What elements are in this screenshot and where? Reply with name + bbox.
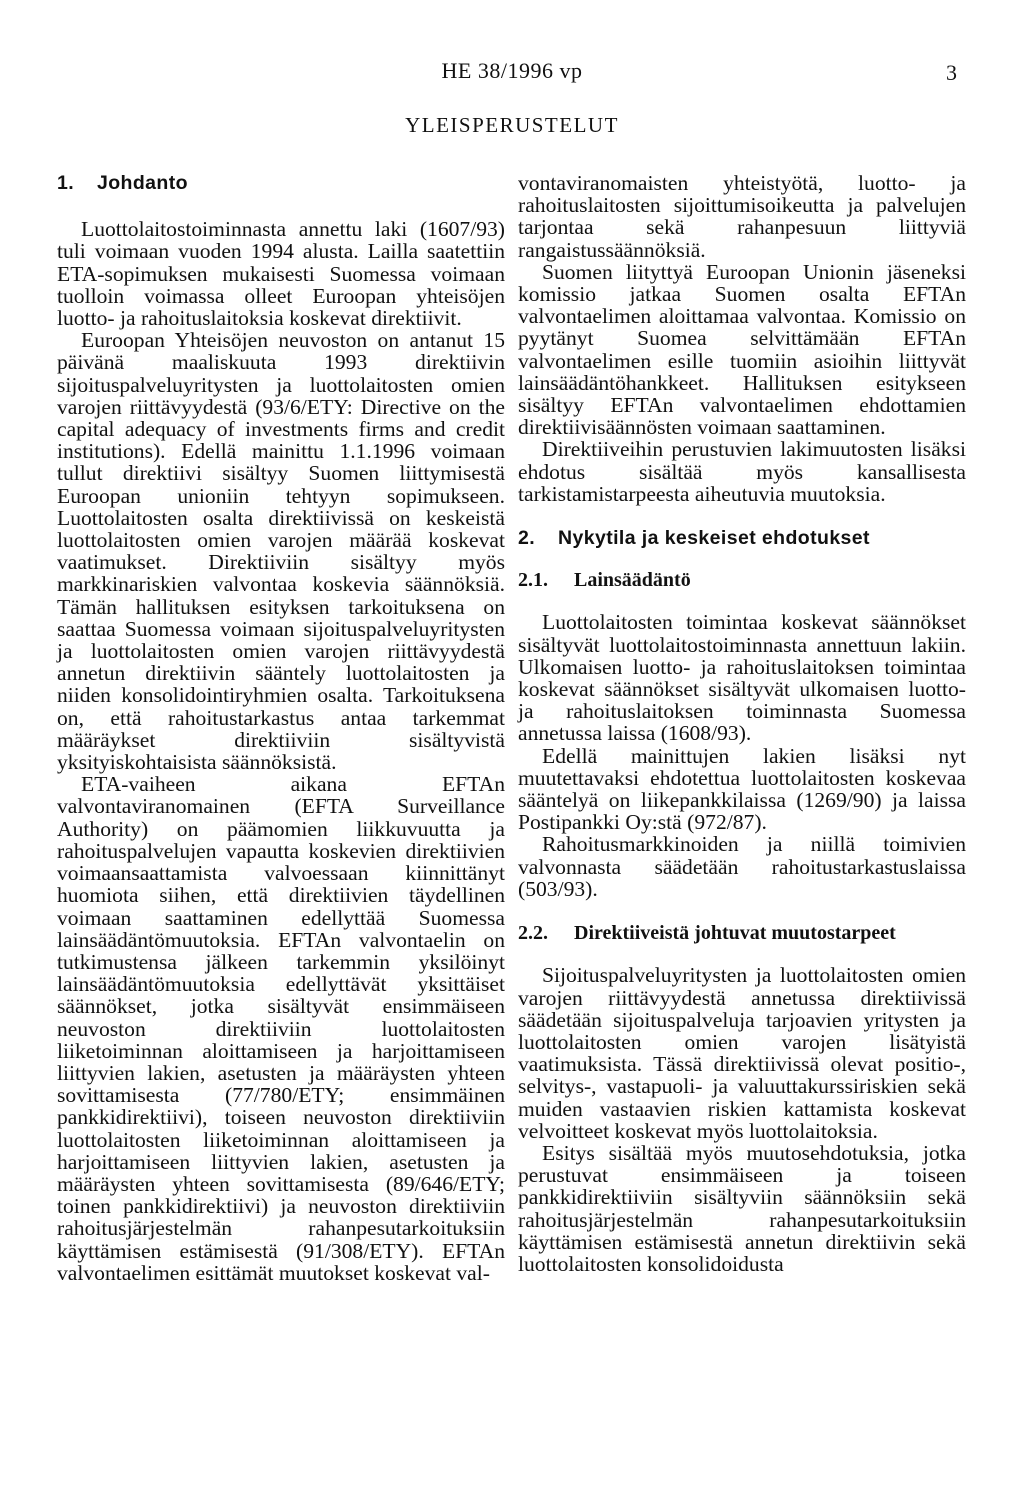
subsection-heading-2-1: [518, 569, 966, 591]
paragraph: Suomen liityttyä Euroopan Unionin jäseneksi komissio jatkaa Suomen osalta EFTAn valvontaelimen aloittamaa valvontaa. Komissio on pyytänyt Suomea selvittämään EFTAn valvontaelimen esille tuomiin asioihin liittyvät lainsäädäntöhankkeet. Hallituksen esitykseen sisältyy EFTAn valvontaelimen ehdottamien direktiivisäännösten voimaan saattaminen.: [518, 259, 966, 440]
paragraph: Edellä mainittujen lakien lisäksi nyt muutettavaksi ehdotettua luottolaitosten koskevaa sääntelyä on liikepankkilaissa (1269/90) ja laissa Postipankki Oy:stä (972/87).: [518, 743, 966, 835]
paragraph: ETA-vaiheen aikana EFTAn valvontaviranomainen (EFTA Surveillance Authority) on päämomien liikkuvuutta ja rahoituspalvelujen vapautta koskevien direktiivien voimaansaattamista valvoessaan kiinnittänyt huomiota siihen, että direktiivien täydellinen voimaan saattaminen edellyttää Suomessa lainsäädäntömuutoksia. EFTAn valvontaelin on tutkimustensa jälkeen tarkemmin yksilöinyt lainsäädäntömuutoksia edellyttävät yksittäiset säännökset, jotka sisältyvät ensimmäiseen neuvoston direktiiviin luottolaitosten liiketoiminnan aloittamiseen ja harjoittamiseen liittyvien lakien, asetusten ja määräysten yhteen sovittamisesta (77/780/ETY; ensimmäinen pankkidirektiivi), toiseen neuvoston direktiiviin luottolaitosten liiketoiminnan aloittamiseen ja harjoittamiseen liittyvien lakien, asetusten ja määräysten yhteen sovittamisesta (89/646/ETY; toinen pankkidirektiivi) ja neuvoston direktiiviin rahoitusjärjestelmän rahanpesutarkoituksiin käyttämisen estämisestä (91/308/ETY). EFTAn valvontaelimen esittämät muutokset koskevat val-: [57, 772, 505, 1285]
paragraph: Sijoituspalveluyritysten ja luottolaitosten omien varojen riittävyydestä annetussa direktiivissä säädetään sijoituspalveluja tarjoavien yritysten ja luottolaitosten omien varojen lisätyistä vaatimuksista. Tässä direktiivissä olevat positio-, selvitys-, vastapuoli- ja valuuttakurssiriskien sekä muiden vastaavien riskien kattamista koskevat velvoitteet koskevat myös luottolaitoksia.: [518, 963, 966, 1143]
paragraph: vontaviranomaisten yhteistyötä, luotto- ja rahoituslaitosten sijoittumisoikeutta ja palvelujen tarjontaa sekä rahanpesuun liittyviä rangaistussäännöksiä.: [518, 171, 966, 262]
subsection-heading-2-2: [518, 922, 966, 944]
subsection-title: Lainsäädäntö: [574, 569, 691, 592]
paragraph: Luottolaitostoiminnasta annettu laki (1607/93) tuli voimaan vuoden 1994 alusta. Lailla saatettiin ETA-sopimuksen mukaisesti Suomessa voimaan tuolloin voimassa olleet Euroopan yhteisöjen luotto- ja rahoituslaitoksia koskevat direktiivit.: [57, 217, 505, 331]
section-title: Johdanto: [97, 172, 188, 194]
subsection-title: Direktiiveistä johtuvat muutostarpeet: [574, 922, 896, 945]
subsection-number: 2.1.: [518, 569, 548, 592]
page-title: YLEISPERUSTELUT: [405, 113, 619, 137]
left-column: [57, 172, 505, 1284]
section-title: Nykytila ja keskeiset ehdotukset: [558, 527, 870, 550]
paragraph: Euroopan Yhteisöjen neuvoston on antanut 15 päivänä maaliskuuta 1993 direktiivin sijoituspalveluyritysten ja luottolaitosten omien varojen riittävyydestä (93/6/ETY: Directive on the capital adequacy of investments firms and credit institutions). Edellä mainittu 1.1.1996 voimaan tullut direktiivi sisältyy Suomen liittymisestä Euroopan unioniin tehtyyn sopimukseen. Luottolaitosten osalta direktiivissä on keskeistä luottolaitosten omien varojen määrää koskevat vaatimukset. Direktiiviin sisältyy myös markkinariskien valvontaa koskevia säännöksiä. Tämän hallituksen esityksen tarkoituksena on saattaa Suomessa voimaan sijoituspalveluyritysten ja luottolaitosten omien varojen riittävyydestä annetun direktiivin sääntely luottolaitosten ja niiden konsolidointiryhmien osalta. Tarkoituksena on, että rahoitustarkastus antaa tarkemmat määräykset direktiiviin sisältyvistä yksityiskohtaisista säännöksistä.: [57, 328, 505, 775]
document-id: HE 38/1996 vp: [441, 58, 583, 83]
section-number: 1.: [57, 172, 75, 194]
paragraph: Esitys sisältää myös muutosehdotuksia, jotka perustuvat ensimmäiseen ja toiseen pankkidirektiiviin sisältyviin säännöksiin sekä rahoitusjärjestelmän rahanpesutarkoituksiin käyttämisen estämisestä annetun direktiivin sekä luottolaitosten konsolidoidusta: [518, 1140, 966, 1276]
paragraph: Direktiiveihin perustuvien lakimuutosten lisäksi ehdotus sisältää myös kansallisesta tarkistamistarpeesta aiheutuvia muutoksia.: [518, 437, 966, 506]
section-heading-2: [518, 527, 966, 549]
right-column: [518, 172, 966, 1275]
section-number: 2.: [518, 527, 536, 550]
paragraph: Luottolaitosten toimintaa koskevat säännökset sisältyvät luottolaitostoiminnasta annettuun lakiin. Ulkomaisen luotto- ja rahoituslaitoksen toimintaa koskevat säännökset sisältyvät ulkomaisen luotto- ja rahoituslaitoksen toiminnasta Suomessa annetussa laissa (1608/93).: [518, 610, 966, 746]
page-number: 3: [946, 60, 957, 85]
section-heading-1: [57, 172, 505, 194]
subsection-number: 2.2.: [518, 922, 548, 945]
paragraph: Rahoitusmarkkinoiden ja niillä toimivien valvonnasta säädetään rahoitustarkastuslaissa (503/93).: [518, 832, 966, 901]
